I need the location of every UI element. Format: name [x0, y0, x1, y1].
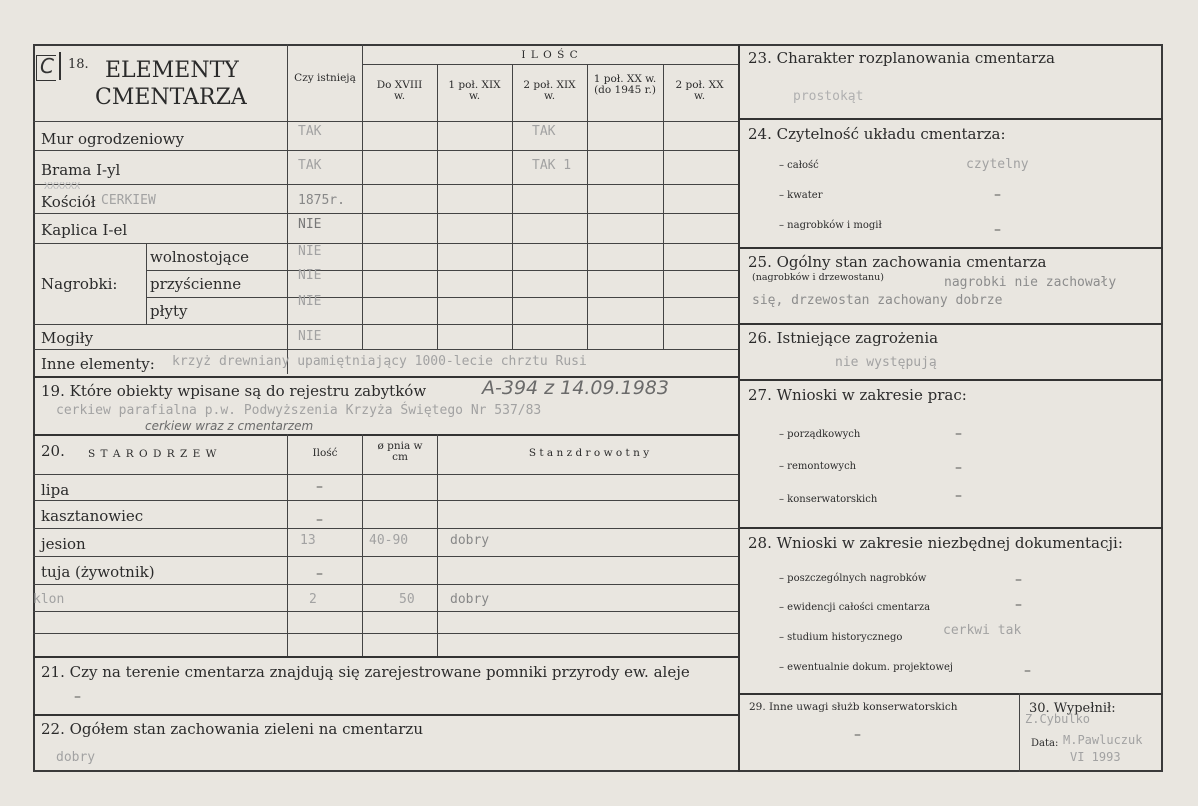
tree-count: –	[316, 566, 323, 582]
registry-note-handwritten: cerkiew wraz z cmentarzem	[145, 419, 314, 433]
section-line	[738, 527, 1163, 529]
value-wall-mounted: NIE	[298, 268, 322, 283]
documentation-item-value: –	[1024, 663, 1031, 679]
section-25-value-line1: nagrobki nie zachowały	[944, 275, 1117, 290]
row-label-tombstones: Nagrobki:	[41, 275, 118, 293]
col-header-period: 1 poł. XIX w.	[448, 79, 501, 102]
section-title-line2: CMENTARZA	[95, 85, 247, 110]
value-freestanding: NIE	[298, 244, 322, 259]
documentation-item-value: cerkwi tak	[943, 623, 1022, 638]
grid-line	[587, 64, 588, 349]
grid-line	[33, 528, 738, 529]
tree-health: dobry	[450, 533, 490, 548]
grid-line	[33, 243, 738, 244]
works-item-value: –	[955, 426, 962, 442]
section-19-label: 19. Które obiekty wpisane są do rejestru zabytków	[41, 382, 427, 400]
value-church-type: CERKIEW	[101, 193, 156, 208]
tree-diameter: 50	[399, 592, 415, 607]
section-line	[738, 118, 1163, 120]
works-item-label: – porządkowych	[779, 429, 861, 440]
grid-line	[33, 633, 738, 634]
section-26-label: 26. Istniejące zagrożenia	[748, 329, 939, 347]
tree-name: tuja (żywotnik)	[41, 563, 155, 581]
grid-line	[33, 474, 738, 475]
legibility-item-value: –	[994, 222, 1001, 238]
col-header-period: 1 poł. XX w. (do 1945 r.)	[593, 73, 657, 96]
grid-line	[33, 184, 738, 185]
filled-by-name-2: M.Pawluczuk	[1063, 733, 1143, 747]
col-header-period: 2 poł. XX w.	[675, 79, 724, 102]
works-item-value: –	[955, 488, 962, 504]
section-line	[738, 323, 1163, 325]
date-label: Data:	[1031, 738, 1059, 749]
section-26-value: nie występują	[835, 355, 937, 370]
col-header-health: S t a n z d r o w o t n y	[528, 447, 650, 459]
tree-count: 13	[300, 533, 316, 548]
section-29-value: –	[854, 727, 861, 743]
documentation-item-value: –	[1015, 572, 1022, 588]
section-20-number: 20.	[41, 442, 65, 460]
grid-line	[146, 243, 147, 324]
filled-by-name: Z.Cybulko	[1025, 712, 1091, 726]
c-marker-bar	[59, 52, 61, 80]
grid-line	[33, 584, 738, 585]
value-wall-exists: TAK	[298, 124, 322, 139]
legibility-item-label: – nagrobków i mogił	[779, 220, 882, 231]
section-line	[33, 656, 738, 658]
section-line	[738, 247, 1163, 249]
col-header-quantity: I L O Ś C	[521, 49, 579, 61]
grid-line	[146, 297, 738, 298]
col-header-period: Do XVIII w.	[376, 79, 423, 102]
center-divider	[738, 44, 740, 772]
grid-line	[33, 213, 738, 214]
section-30-label: 30. Wypełnił:	[1029, 701, 1116, 716]
grid-line	[362, 434, 363, 656]
grid-line	[437, 64, 438, 349]
grid-line	[287, 434, 288, 656]
section-23-label: 23. Charakter rozplanowania cmentarza	[748, 49, 1055, 67]
section-number: 18.	[68, 57, 89, 72]
value-gate-exists: TAK	[298, 158, 322, 173]
value-slabs: NIE	[298, 294, 322, 309]
section-line	[33, 714, 738, 716]
grid-line	[33, 611, 738, 612]
row-label-chapel: Kaplica I-el	[41, 221, 128, 239]
grid-line	[33, 556, 738, 557]
documentation-item-label: – ewidencji całości cmentarza	[779, 602, 931, 613]
row-label-other: Inne elementy:	[41, 355, 155, 373]
tree-count: 2	[309, 592, 317, 607]
col-header-exists: Czy istnieją	[294, 72, 356, 84]
documentation-item-label: – ewentualnie dokum. projektowej	[779, 662, 954, 673]
tree-count: –	[316, 512, 323, 528]
section-title-line1: ELEMENTY	[105, 58, 239, 83]
section-line	[738, 693, 1163, 695]
grid-line	[437, 434, 438, 656]
row-label-wall-mounted: przyścienne	[150, 275, 242, 293]
grid-line	[663, 64, 664, 349]
value-graves: NIE	[298, 329, 322, 344]
grid-line	[33, 121, 738, 122]
grid-line	[33, 150, 738, 151]
section-21-label: 21. Czy na terenie cmentarza znajdują się zarejestrowane pomniki przyrody ew. aleje	[41, 663, 690, 681]
grid-line	[33, 349, 738, 350]
section-line	[738, 379, 1163, 381]
legibility-item-label: – kwater	[779, 190, 823, 201]
works-item-label: – remontowych	[779, 461, 857, 472]
grid-line	[512, 64, 513, 349]
row-label-graves: Mogiły	[41, 329, 94, 347]
section-25-value-line2: się, drzewostan zachowany dobrze	[752, 293, 1003, 308]
section-line	[33, 434, 738, 436]
documentation-item-value: –	[1015, 597, 1022, 613]
tree-name: klon	[33, 592, 65, 607]
grid-line	[1019, 693, 1020, 772]
grid-line	[33, 324, 738, 325]
tree-health: dobry	[450, 592, 490, 607]
section-25-label: 25. Ogólny stan zachowania cmentarza	[748, 253, 1047, 271]
registry-number-handwritten: A-394 z 14.09.1983	[482, 377, 669, 399]
registry-object-typed: cerkiew parafialna p.w. Podwyższenia Krzyża Świętego Nr 537/83	[56, 403, 542, 418]
fill-date: VI 1993	[1070, 750, 1121, 764]
section-22-value: dobry	[56, 750, 96, 765]
value-other-elements: krzyż drewniany upamiętniający 1000-lecie chrztu Rusi	[172, 354, 587, 369]
tree-name: kasztanowiec	[41, 507, 144, 525]
value-gate-period: TAK 1	[532, 158, 572, 173]
section-29-label: 29. Inne uwagi służb konserwatorskich	[749, 701, 958, 713]
grid-line	[362, 64, 738, 65]
section-27-label: 27. Wnioski w zakresie prac:	[748, 386, 967, 404]
works-item-value: –	[955, 460, 962, 476]
section-21-value: –	[74, 689, 81, 705]
row-label-freestanding: wolnostojące	[150, 248, 249, 266]
row-label-church: Kościół	[41, 193, 96, 211]
grid-line	[146, 270, 738, 271]
tree-name: lipa	[41, 481, 70, 499]
tree-count: –	[316, 479, 323, 495]
struck-text: XXXXXX	[44, 181, 81, 192]
grid-line	[362, 44, 363, 349]
col-header-diameter: ø pnia w cm	[377, 440, 423, 463]
section-28-label: 28. Wnioski w zakresie niezbędnej dokumentacji:	[748, 534, 1123, 552]
value-church-year: 1875r.	[298, 193, 345, 208]
section-22-label: 22. Ogółem stan zachowania zieleni na cmentarzu	[41, 720, 423, 738]
legibility-item-value: czytelny	[966, 157, 1029, 172]
section-20-title: S T A R O D R Z E W	[88, 448, 218, 460]
section-25-sublabel: (nagrobków i drzewostanu)	[752, 272, 884, 283]
tree-diameter: 40-90	[369, 533, 409, 548]
section-24-label: 24. Czytelność układu cmentarza:	[748, 125, 1006, 143]
category-letter: C	[40, 54, 54, 78]
row-label-gate: Brama I-yl	[41, 161, 121, 179]
value-chapel: NIE	[298, 217, 322, 232]
documentation-item-label: – studium historycznego	[779, 632, 903, 643]
legibility-item-value: –	[994, 187, 1001, 203]
col-header-count: Ilość	[312, 447, 338, 459]
value-wall-period: TAK	[532, 124, 556, 139]
row-label-slabs: płyty	[150, 302, 188, 320]
legibility-item-label: – całość	[779, 160, 819, 171]
section-23-value: prostokąt	[793, 89, 864, 104]
tree-name: jesion	[41, 535, 86, 553]
documentation-item-label: – poszczególnych nagrobków	[779, 573, 927, 584]
works-item-label: – konserwatorskich	[779, 494, 878, 505]
row-label-wall: Mur ogrodzeniowy	[41, 130, 184, 148]
grid-line	[33, 500, 738, 501]
col-header-period: 2 poł. XIX w.	[523, 79, 576, 102]
